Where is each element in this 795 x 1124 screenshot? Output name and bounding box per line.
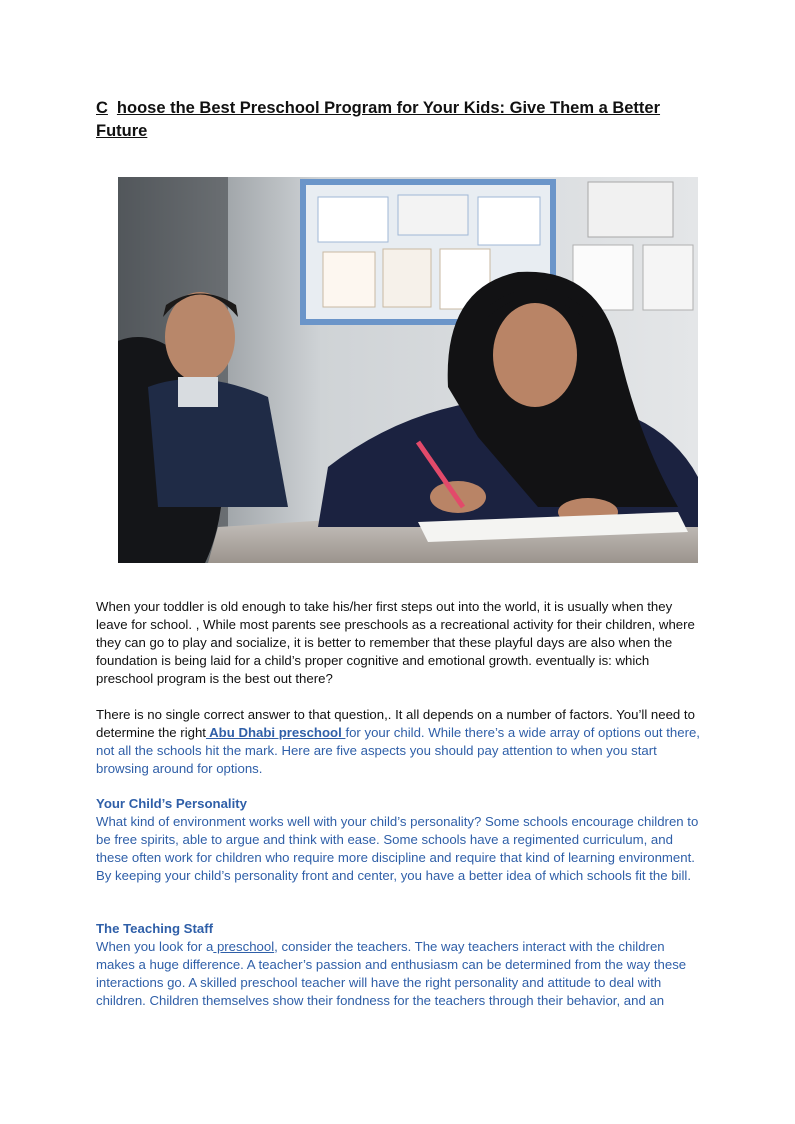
factors-paragraph	[96, 706, 700, 778]
abu-dhabi-preschool-link[interactable]: Abu Dhabi preschool	[205, 725, 346, 740]
classroom-photo	[118, 177, 698, 563]
section-text-personality: What kind of environment works well with your child’s personality? Some schools encourage children to be free spirits, able to argue and think with ease. Some schools have a regimented curriculum, and these often work for children who require more discipline and require that kind of learning environment. By keeping your child’s personality front and center, you have a better idea of which schools fit the bill.	[96, 814, 699, 883]
page-title	[96, 97, 676, 143]
section-text-teaching: , consider the teachers. The way teachers interact with the children makes a huge difference. A teacher’s passion and enthusiasm can be determined from the way these interactions go. A skilled preschool teacher will have the right personality and attitude to deal with children. Children themselves show their fondness for the teachers through their behavior, and an	[96, 939, 687, 1008]
preschool-link[interactable]: preschool	[213, 939, 275, 954]
section-text-teaching-pre: When you look for a	[96, 939, 214, 954]
title-text: hoose the Best Preschool Program for Your Kids: Give Them a Better Future	[96, 99, 661, 140]
section-teaching-staff	[96, 920, 700, 1010]
intro-paragraph: When your toddler is old enough to take his/her first steps out into the world, it is usually when they leave for school. , While most parents see preschools as a recreational activity for their children, where they can go to play and socialize, it is better to remember that these playful days are also when the foundation is being laid for a child’s proper cognitive and emotional growth. eventually is: which preschool program is the best out there?	[96, 599, 695, 686]
title-dropcap: C	[96, 99, 108, 117]
section-heading-personality: Your Child’s Personality	[96, 796, 247, 811]
factors-text-blue: for your child. While there’s a wide array of options out there, not all the schools hit the mark. Here are five aspects you should pay attention to when you start browsing around for options.	[96, 725, 700, 776]
section-personality	[96, 795, 700, 885]
factors-text-black: There is no single correct answer to that question,. It all depends on a number of factors. You’ll need to determine the right	[96, 707, 695, 740]
classroom-photo-illustration	[118, 177, 698, 563]
section-heading-teaching-staff: The Teaching Staff	[96, 921, 213, 936]
